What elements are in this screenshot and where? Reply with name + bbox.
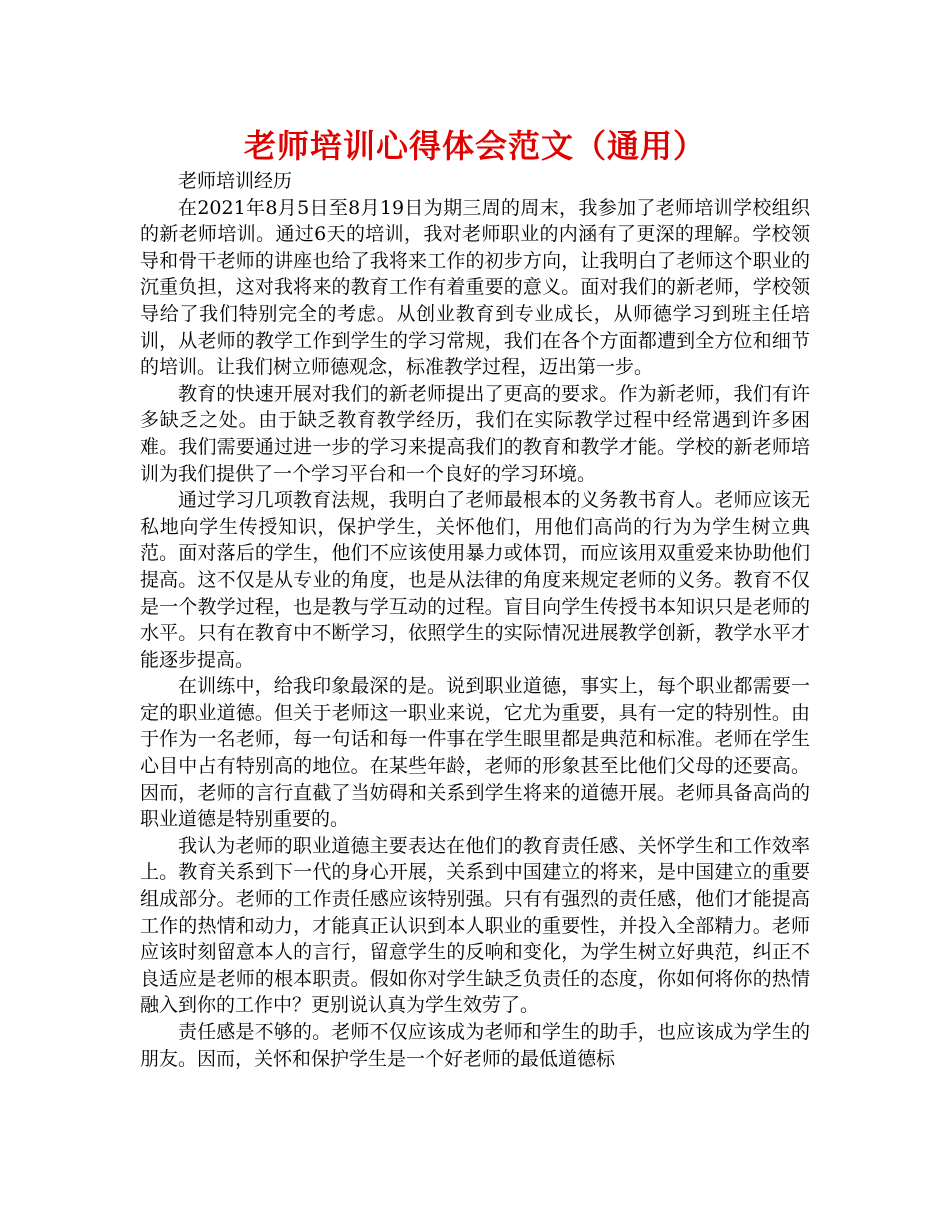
- paragraph: 通过学习几项教育法规，我明白了老师最根本的义务教书育人。老师应该无私地向学生传授知识，保护学生，关怀他们，用他们高尚的行为为学生树立典范。面对落后的学生，他们不应该使用暴力或体罚，而应该用双重爱来协助他们提高。这不仅是从专业的角度，也是从法律的角度来规定老师的义务。教育不仅是一个教学过程，也是教与学互动的过程。盲目向学生传授书本知识只是老师的水平。只有在教育中不断学习，依照学生的实际情况进展教学创新，教学水平才能逐步提高。: [140, 489, 810, 671]
- paragraph: 在训练中，给我印象最深的是。说到职业道德，事实上，每个职业都需要一定的职业道德。但关于老师这一职业来说，它尤为重要，具有一定的特别性。由于作为一名老师，每一句话和每一件事在学生眼里都是典范和标准。老师在学生心目中占有特别高的地位。在某些年龄，老师的形象甚至比他们父母的还要高。因而，老师的言行直截了当妨碍和关系到学生将来的道德开展。老师具备高尚的职业道德是特别重要的。: [140, 675, 810, 831]
- document-title: 老师培训心得体会范文（通用）: [243, 127, 706, 165]
- paragraph: 教育的快速开展对我们的新老师提出了更高的要求。作为新老师，我们有许多缺乏之处。由于缺乏教育教学经历，我们在实际教学过程中经常遇到许多困难。我们需要通过进一步的学习来提高我们的教育和教学才能。学校的新老师培训为我们提供了一个学习平台和一个良好的学习环境。: [140, 382, 810, 485]
- paragraph: 我认为老师的职业道德主要表达在他们的教育责任感、关怀学生和工作效率上。教育关系到下一代的身心开展，关系到中国建立的将来，是中国建立的重要组成部分。老师的工作责任感应该特别强。只有有强烈的责任感，他们才能提高工作的热情和动力，才能真正认识到本人职业的重要性，并投入全部精力。老师应该时刻留意本人的言行，留意学生的反响和变化，为学生树立好典范，纠正不良适应是老师的根本职责。假如你对学生缺乏负责任的态度，你如何将你的热情融入到你的工作中？更别说认真为学生效劳了。: [140, 834, 810, 1017]
- paragraph: 在2021年8月5日至8月19日为期三周的周末，我参加了老师培训学校组织的新老师培训。通过6天的培训，我对老师职业的内涵有了更深的理解。学校领导和骨干老师的讲座也给了我将来工作的初步方向，让我明白了老师这个职业的沉重负担，这对我将来的教育工作有着重要的意义。面对我们的新老师，学校领导给了我们特别完全的考虑。从创业教育到专业成长，从师德学习到班主任培训，从老师的教学工作到学生的学习常规，我们在各个方面都遭到全方位和细节的培训。让我们树立师德观念，标准教学过程，迈出第一步。: [140, 196, 810, 379]
- paragraph-section-heading: 老师培训经历: [178, 170, 293, 192]
- paragraph: 责任感是不够的。老师不仅应该成为老师和学生的助手，也应该成为学生的朋友。因而，关怀和保护学生是一个好老师的最低道德标: [140, 1021, 810, 1070]
- document-body: [140, 168, 810, 1072]
